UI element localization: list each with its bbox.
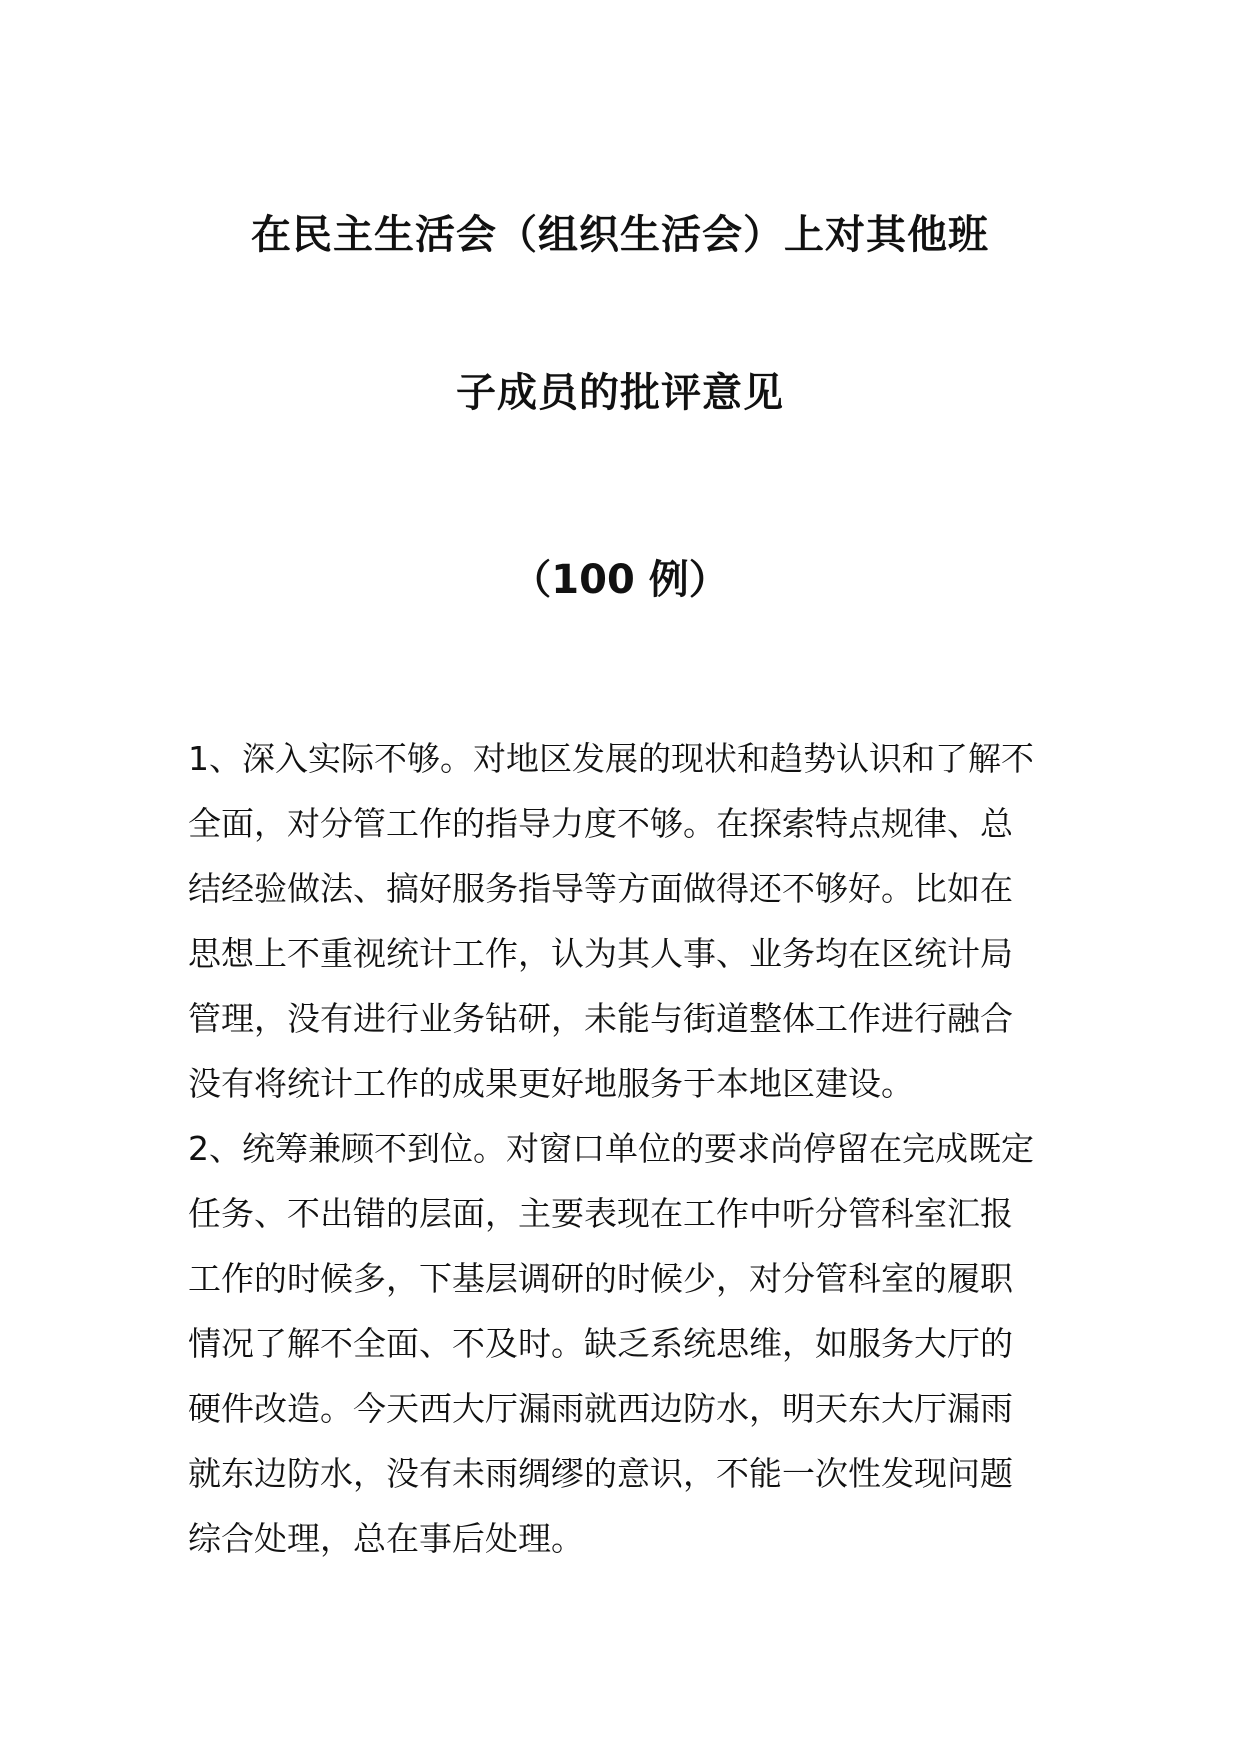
body-text xyxy=(188,726,1054,1571)
title-line-2: 子成员的批评意见 xyxy=(456,370,784,416)
body-line: 就东边防水，没有未雨绸缪的意识，不能一次性发现问题 xyxy=(188,1454,1013,1493)
body-line: 硬件改造。今天西大厅漏雨就西边防水，明天东大厅漏雨 xyxy=(188,1389,1013,1428)
body-line: 全面，对分管工作的指导力度不够。在探索特点规律、总 xyxy=(188,804,1013,843)
body-line: 2、统筹兼顾不到位。对窗口单位的要求尚停留在完成既定 xyxy=(188,1129,1034,1168)
body-line: 思想上不重视统计工作，认为其人事、业务均在区统计局 xyxy=(188,934,1013,973)
body-line: 工作的时候多，下基层调研的时候少，对分管科室的履职 xyxy=(188,1259,1013,1298)
body-line: 1、深入实际不够。对地区发展的现状和趋势认识和了解不 xyxy=(188,739,1034,778)
body-line: 没有将统计工作的成果更好地服务于本地区建设。 xyxy=(188,1064,914,1103)
title-line-3: （100 例） xyxy=(511,557,729,603)
title-line-1: 在民主生活会（组织生活会）上对其他班 xyxy=(251,212,989,258)
body-line: 综合处理，总在事后处理。 xyxy=(188,1519,584,1558)
body-line: 管理，没有进行业务钻研，未能与街道整体工作进行融合 xyxy=(188,999,1013,1038)
body-line: 任务、不出错的层面，主要表现在工作中听分管科室汇报 xyxy=(188,1194,1013,1233)
body-line: 情况了解不全面、不及时。缺乏系统思维，如服务大厅的 xyxy=(188,1324,1013,1363)
body-line: 结经验做法、搞好服务指导等方面做得还不够好。比如在 xyxy=(188,869,1013,908)
